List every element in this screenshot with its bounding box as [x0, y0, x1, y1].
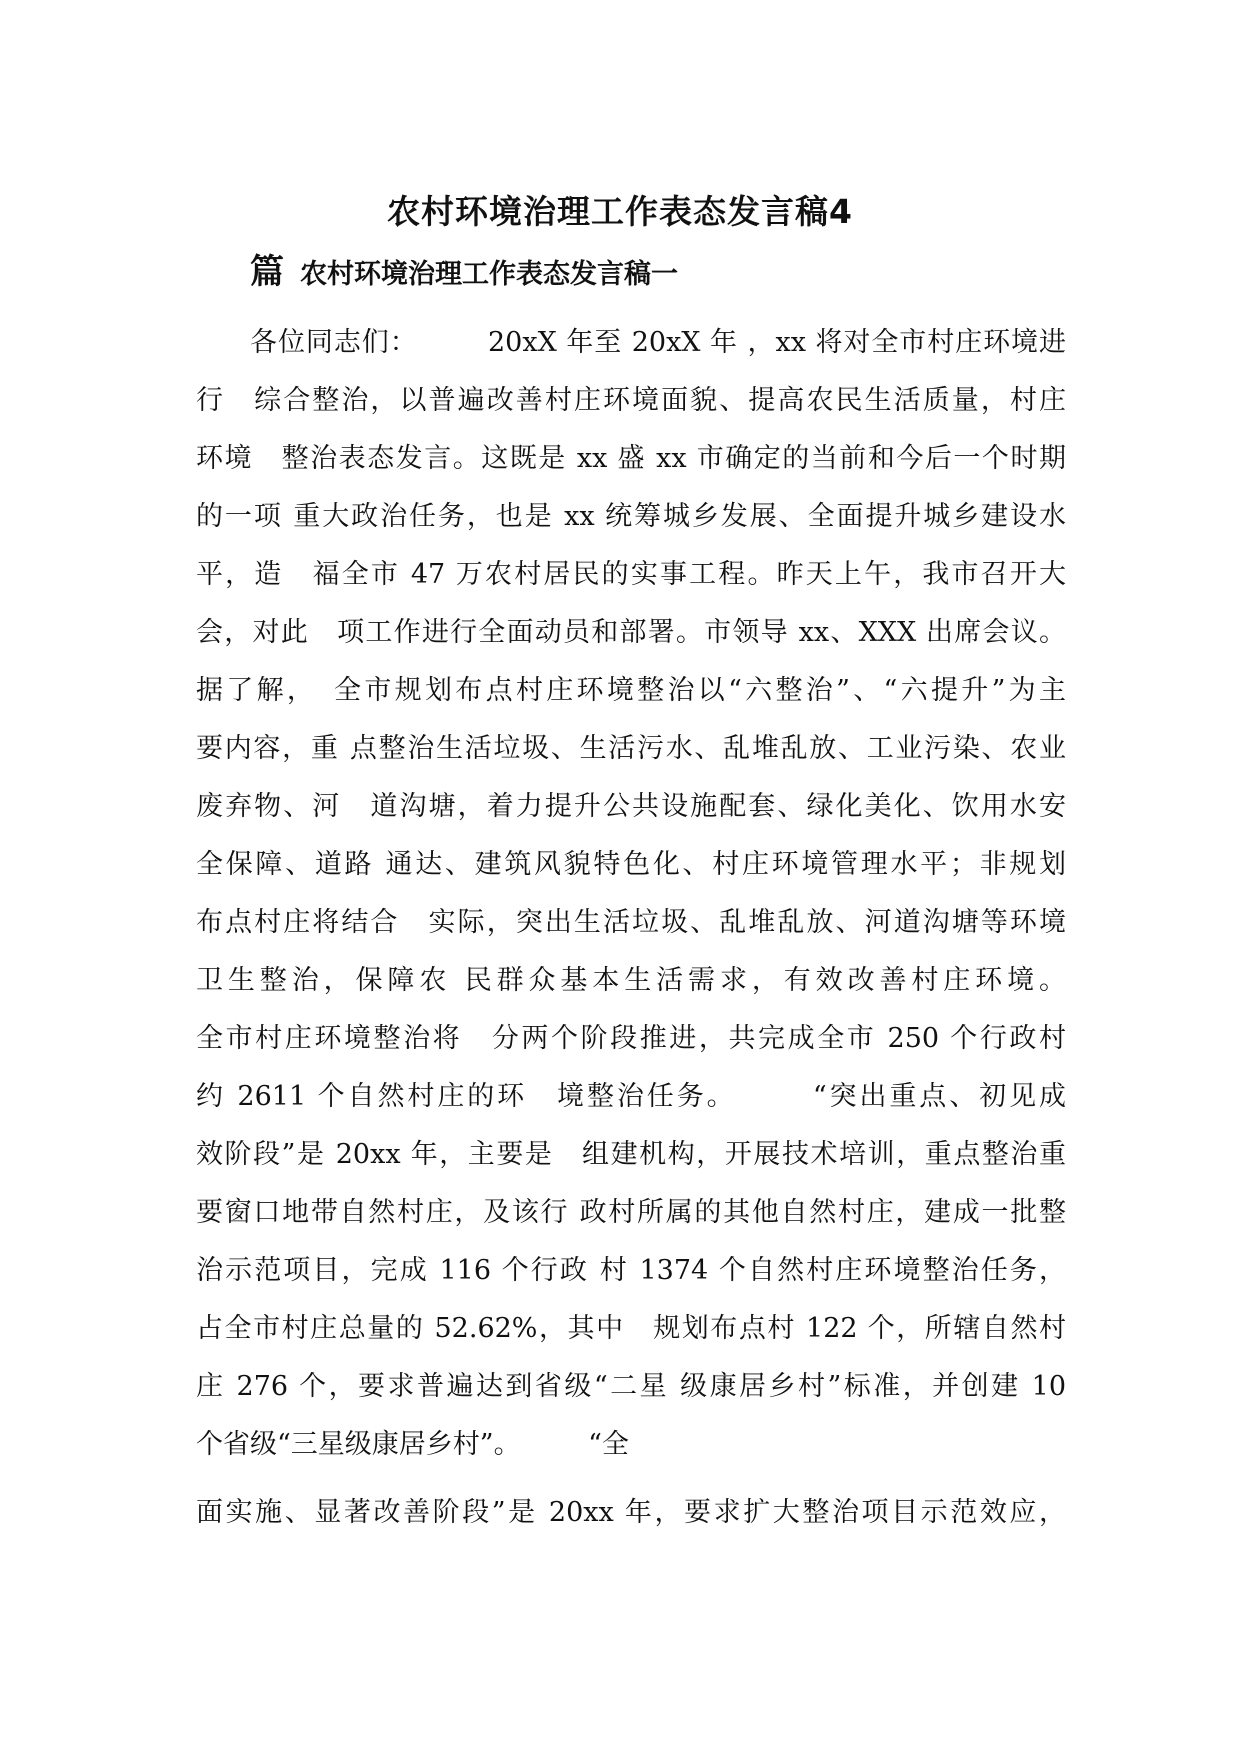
paragraph-line: 卫生整治，保障农 民群众基本生活需求，有效改善村庄环境。 — [196, 965, 1066, 996]
paragraph-line: 庄 276 个，要求普遍达到省级“二星 级康居乡村”标准，并创建 10 — [196, 1371, 1066, 1402]
subtitle-text: 农村环境治理工作表态发言稿一 — [300, 259, 678, 290]
paragraph-line: 会，对此 项工作进行全面动员和部署。市领导 xx、XXX 出席会议。 — [196, 617, 1066, 648]
paragraph-line: 治示范项目，完成 116 个行政 村 1374 个自然村庄环境整治任务， — [196, 1255, 1066, 1286]
paragraph-line: 全市村庄环境整治将 分两个阶段推进，共完成全市 250 个行政村 — [196, 1023, 1066, 1054]
paragraph-line: 据了解， 全市规划布点村庄环境整治以“六整治”、“六提升”为主 — [196, 675, 1066, 706]
paragraph-line: 布点村庄将结合 实际，突出生活垃圾、乱堆乱放、河道沟塘等环境 — [196, 907, 1066, 938]
paragraph-line: 约 2611 个自然村庄的环 境整治任务。 “突出重点、初见成 — [196, 1081, 1066, 1112]
paragraph-line: 行 综合整治，以普遍改善村庄环境面貌、提高农民生活质量，村庄 — [196, 385, 1066, 416]
subtitle-marker: 篇 — [250, 252, 284, 292]
paragraph-line: 全保障、道路 通达、建筑风貌特色化、村庄环境管理水平；非规划 — [196, 849, 1066, 880]
paragraph-line: 要内容，重 点整治生活垃圾、生活污水、乱堆乱放、工业污染、农业 — [196, 733, 1066, 764]
document-subtitle — [250, 244, 678, 293]
document-title: 农村环境治理工作表态发言稿4 — [387, 192, 853, 231]
paragraph-line: 要窗口地带自然村庄，及该行 政村所属的其他自然村庄，建成一批整 — [196, 1197, 1066, 1228]
paragraph-line: 的一项 重大政治任务，也是 xx 统筹城乡发展、全面提升城乡建设水 — [196, 501, 1066, 532]
document-body — [196, 314, 1066, 1542]
paragraph-line: 面实施、显著改善阶段”是 20xx 年，要求扩大整治项目示范效应， — [196, 1497, 1066, 1528]
paragraph-line: 平，造 福全市 47 万农村居民的实事工程。昨天上午，我市召开大 — [196, 559, 1066, 590]
paragraph-line: 个省级“三星级康居乡村”。 “全 — [196, 1429, 629, 1460]
paragraph-line: 占全市村庄总量的 52.62%，其中 规划布点村 122 个，所辖自然村 — [196, 1313, 1066, 1344]
paragraph-line: 各位同志们： 20xX 年至 20xX 年 ，xx 将对全市村庄环境进 — [250, 327, 1066, 358]
paragraph-line: 废弃物、河 道沟塘，着力提升公共设施配套、绿化美化、饮用水安 — [196, 791, 1066, 822]
paragraph-line: 环境 整治表态发言。这既是 xx 盛 xx 市确定的当前和今后一个时期 — [196, 443, 1066, 474]
paragraph-line: 效阶段”是 20xx 年，主要是 组建机构，开展技术培训，重点整治重 — [196, 1139, 1066, 1170]
